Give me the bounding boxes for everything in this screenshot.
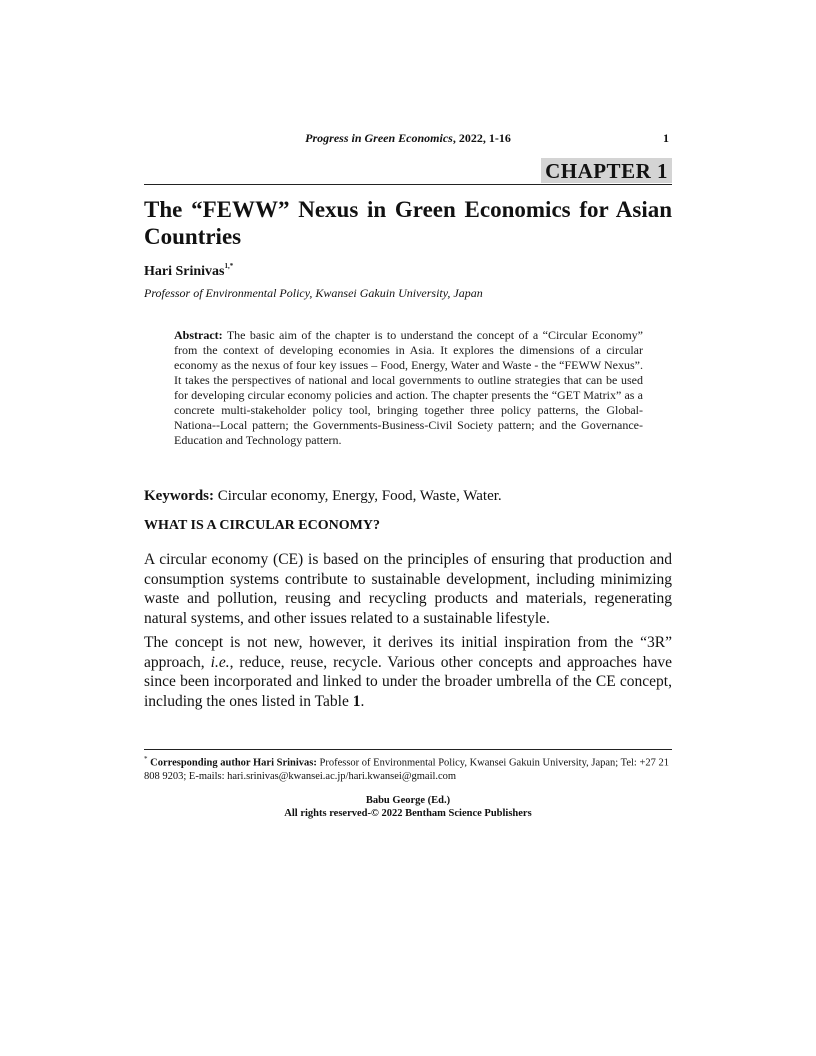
chapter-title: The “FEWW” Nexus in Green Economics for Asian Countries (144, 197, 672, 249)
keywords (144, 488, 502, 505)
p2-ie: i.e. (210, 653, 230, 671)
author-affiliation: Professor of Environmental Policy, Kwansei Gakuin University, Japan (144, 286, 483, 300)
body-paragraph-2 (144, 633, 672, 711)
footnote-text: Professor of Environmental Policy, Kwansei Gakuin University, Japan; Tel: +27 21 808 9203; E-mails: hari.srinivas@kwansei.ac.jp/hari.kwansei@gmail.com (144, 757, 670, 782)
author-line (144, 262, 233, 280)
footnote-label: Corresponding author Hari Srinivas: (150, 757, 317, 769)
p2-text-1: The concept is not new, however, it derives its initial inspiration from the “3R” approach, (144, 634, 672, 671)
publication-info (144, 794, 672, 820)
body-paragraph-1: A circular economy (CE) is based on the principles of ensuring that production and consumption systems contribute to sustainable development, including minimizing waste and pollution, reusing and recycling products and materials, regenerating natural systems, and other issues related to a sustainable lifestyle. (144, 551, 672, 627)
abstract (174, 328, 643, 448)
journal-name: Progress in Green Economics (305, 131, 453, 145)
keywords-label: Keywords: (144, 488, 214, 504)
chapter-banner (144, 158, 672, 185)
chapter-label: CHAPTER 1 (541, 158, 672, 183)
keywords-text: Circular economy, Energy, Food, Waste, Water. (217, 488, 502, 504)
footnote (144, 749, 672, 783)
table-reference: 1 (352, 692, 361, 710)
footnote-mark: * (144, 755, 148, 763)
page-number: 1 (663, 131, 669, 145)
author-name: Hari Srinivas (144, 264, 225, 279)
author-marks: 1,* (224, 262, 234, 270)
p2-text-2: , reduce, reuse, recycle. Various other concepts and approaches have since been incorporated and linked to under the broader umbrella of the CE concept, including the ones listed in Table (144, 653, 672, 710)
journal-year-pages: , 2022, 1-16 (452, 131, 511, 145)
abstract-label: Abstract: (174, 328, 223, 342)
editor-line: Babu George (Ed.) (365, 795, 451, 806)
journal-citation (144, 131, 672, 146)
p2-end: . (360, 692, 365, 710)
rights-line: All rights reserved-© 2022 Bentham Science Publishers (284, 808, 532, 819)
abstract-text: The basic aim of the chapter is to understand the concept of a “Circular Economy” from the context of developing economies in Asia. It explores the dimensions of a circular economy as the nexus of four key issues – Food, Energy, Water and Waste - the “FEWW Nexus”. It takes the perspectives of national and local governments to outline strategies that can be used for developing circular economy policies and action. The chapter presents the “GET Matrix” as a concrete multi-stakeholder policy tool, bringing together three policy patterns, the Global-Nationa--Local pattern; the Governments-Business-Civil Society pattern; and the Governance-Education and Technology pattern. (174, 328, 643, 447)
section-heading: WHAT IS A CIRCULAR ECONOMY? (144, 518, 380, 533)
